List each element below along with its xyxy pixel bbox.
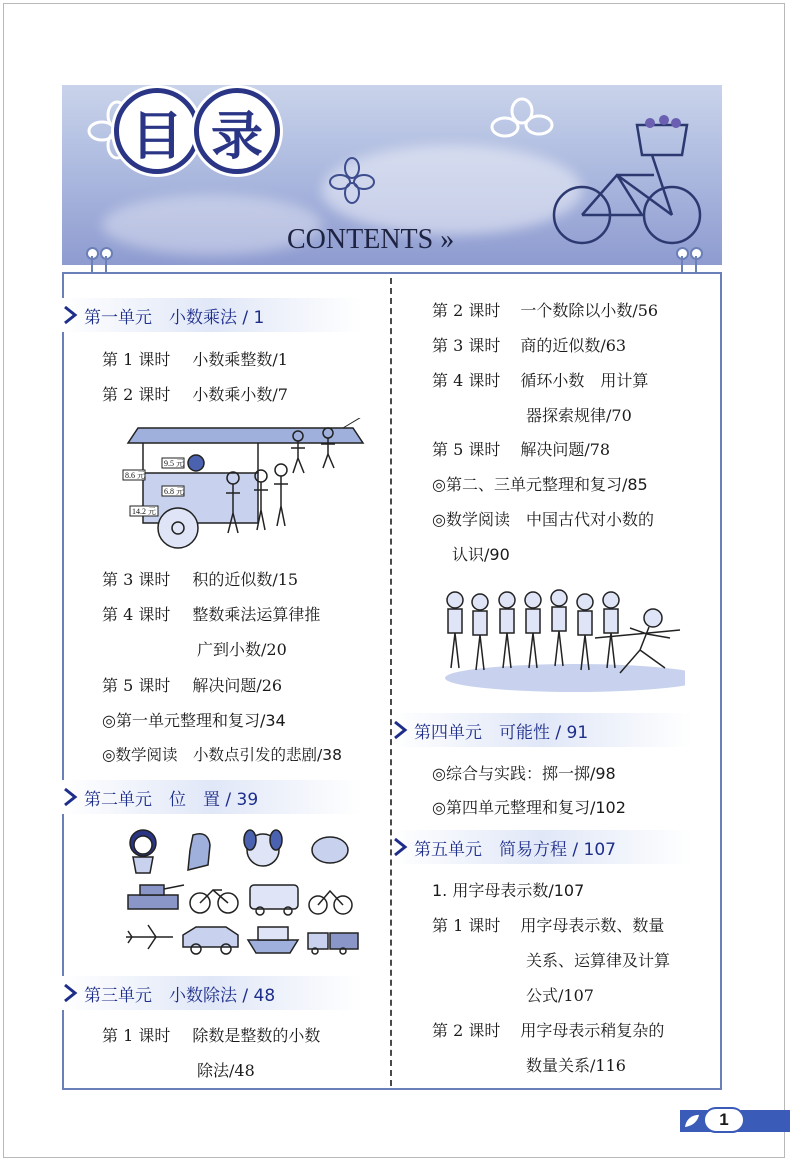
page-number: 1: [703, 1107, 745, 1133]
lesson-title: 用字母表示稍复杂的: [520, 1021, 665, 1040]
chevron-right-icon: [62, 305, 78, 325]
title-char-mu: 目: [114, 88, 200, 174]
toc-entry[interactable]: [432, 437, 610, 460]
unit-title: 第四单元 可能性 / 91: [414, 722, 589, 743]
lesson-label: 第 2 课时: [432, 301, 501, 320]
dog-icon: [244, 830, 282, 866]
toc-practice-entry[interactable]: ◎综合与实践：掷一掷/98: [432, 764, 616, 783]
unit-heading-3[interactable]: [62, 976, 275, 1010]
unit-heading-1[interactable]: [62, 298, 264, 332]
lesson-label: 第 2 课时: [102, 385, 171, 404]
toc-entry-continued[interactable]: 广到小数/20: [197, 640, 287, 659]
fish-icon: [312, 837, 348, 863]
lesson-label: 第 3 课时: [432, 336, 501, 355]
toc-section-entry[interactable]: 1. 用字母表示数/107: [432, 881, 585, 900]
toc-review-entry[interactable]: ◎第四单元整理和复习/102: [432, 798, 626, 817]
girl-icon: [130, 830, 156, 873]
toc-entry[interactable]: [102, 347, 288, 370]
price-tag: 8.6 元: [125, 471, 145, 480]
toc-entry[interactable]: [102, 382, 288, 405]
toc-entry[interactable]: [432, 368, 648, 391]
lesson-title: 除数是整数的小数: [192, 1026, 321, 1045]
lesson-label: 第 1 课时: [102, 1026, 171, 1045]
lesson-title: 整数乘法运算律推: [192, 605, 321, 624]
unit-heading-2[interactable]: [62, 780, 258, 814]
unit-heading-5[interactable]: [392, 830, 616, 864]
car-icon: [183, 927, 238, 954]
column-divider: [390, 278, 392, 1086]
toc-entry-continued[interactable]: 公式/107: [526, 986, 594, 1005]
unit-title: 第五单元 简易方程 / 107: [414, 839, 616, 860]
lesson-title: 小数乘小数/7: [192, 385, 288, 404]
chevron-right-icon: [62, 787, 78, 807]
unit-title: 第三单元 小数除法 / 48: [84, 985, 276, 1006]
chevron-right-icon: [392, 720, 408, 740]
toc-entry[interactable]: [102, 1023, 320, 1046]
chevron-right-icon: [392, 837, 408, 857]
price-tag: 14.2 元: [132, 507, 156, 516]
toc-entry[interactable]: [432, 333, 626, 356]
lesson-title: 解决问题/26: [192, 676, 283, 695]
lesson-label: 第 5 课时: [102, 676, 171, 695]
children-race-illustration: [435, 578, 685, 693]
bus-icon: [250, 885, 298, 915]
lesson-label: 第 1 课时: [102, 350, 171, 369]
toc-entry[interactable]: [102, 673, 282, 696]
airplane-icon: [126, 925, 173, 949]
unit-heading-4[interactable]: [392, 713, 588, 747]
lesson-label: 第 5 课时: [432, 440, 501, 459]
unit-title: 第一单元 小数乘法 / 1: [84, 307, 265, 328]
toc-entry-continued[interactable]: 器探索规律/70: [526, 406, 632, 425]
bicycle-icon: [190, 890, 238, 913]
contents-subtitle: CONTENTS »: [287, 224, 455, 255]
title-char-lu: 录: [194, 88, 280, 174]
lesson-title: 积的近似数/15: [192, 570, 299, 589]
toc-entry[interactable]: [102, 602, 320, 625]
toc-entry-continued[interactable]: 关系、运算律及计算: [526, 951, 671, 970]
lesson-title: 循环小数 用计算: [520, 371, 649, 390]
lesson-label: 第 2 课时: [432, 1021, 501, 1040]
tank-icon: [128, 885, 184, 909]
toc-review-entry[interactable]: ◎第二、三单元整理和复习/85: [432, 475, 648, 494]
toc-reading-entry[interactable]: ◎数学阅读 中国古代对小数的: [432, 510, 654, 529]
motorcycle-icon: [309, 891, 352, 914]
toc-entry[interactable]: [432, 1018, 664, 1041]
lesson-title: 小数乘整数/1: [192, 350, 288, 369]
price-tag: 9.5 元: [164, 459, 184, 468]
lesson-label: 第 4 课时: [432, 371, 501, 390]
toc-entry-continued[interactable]: 认识/90: [452, 545, 510, 564]
price-tag: 6.8 元: [164, 487, 184, 496]
lesson-title: 用字母表示数、数量: [520, 916, 665, 935]
lesson-title: 解决问题/78: [520, 440, 611, 459]
toc-reading-entry[interactable]: ◎数学阅读 小数点引发的悲剧/38: [102, 746, 342, 764]
ship-icon: [248, 927, 298, 953]
lesson-label: 第 3 课时: [102, 570, 171, 589]
lesson-title: 一个数除以小数/56: [520, 301, 659, 320]
flower-icon: [327, 155, 377, 205]
lesson-title: 商的近似数/63: [520, 336, 627, 355]
bicycle-icon: [542, 115, 712, 255]
toc-entry-continued[interactable]: 数量关系/116: [526, 1056, 626, 1075]
toc-entry[interactable]: [102, 567, 298, 590]
toc-entry[interactable]: [432, 913, 664, 936]
unit-title: 第二单元 位 置 / 39: [84, 789, 259, 810]
dinosaur-icon: [188, 834, 210, 870]
position-icons-illustration: [118, 825, 368, 965]
lesson-label: 第 1 课时: [432, 916, 501, 935]
market-cart-illustration: [118, 418, 368, 553]
train-icon: [308, 933, 358, 954]
lesson-label: 第 4 课时: [102, 605, 171, 624]
leaf-icon: [680, 1110, 704, 1132]
toc-review-entry[interactable]: ◎第一单元整理和复习/34: [102, 711, 286, 730]
toc-entry[interactable]: [432, 298, 658, 321]
toc-entry-continued[interactable]: 除法/48: [197, 1061, 255, 1080]
chevron-right-icon: [62, 983, 78, 1003]
